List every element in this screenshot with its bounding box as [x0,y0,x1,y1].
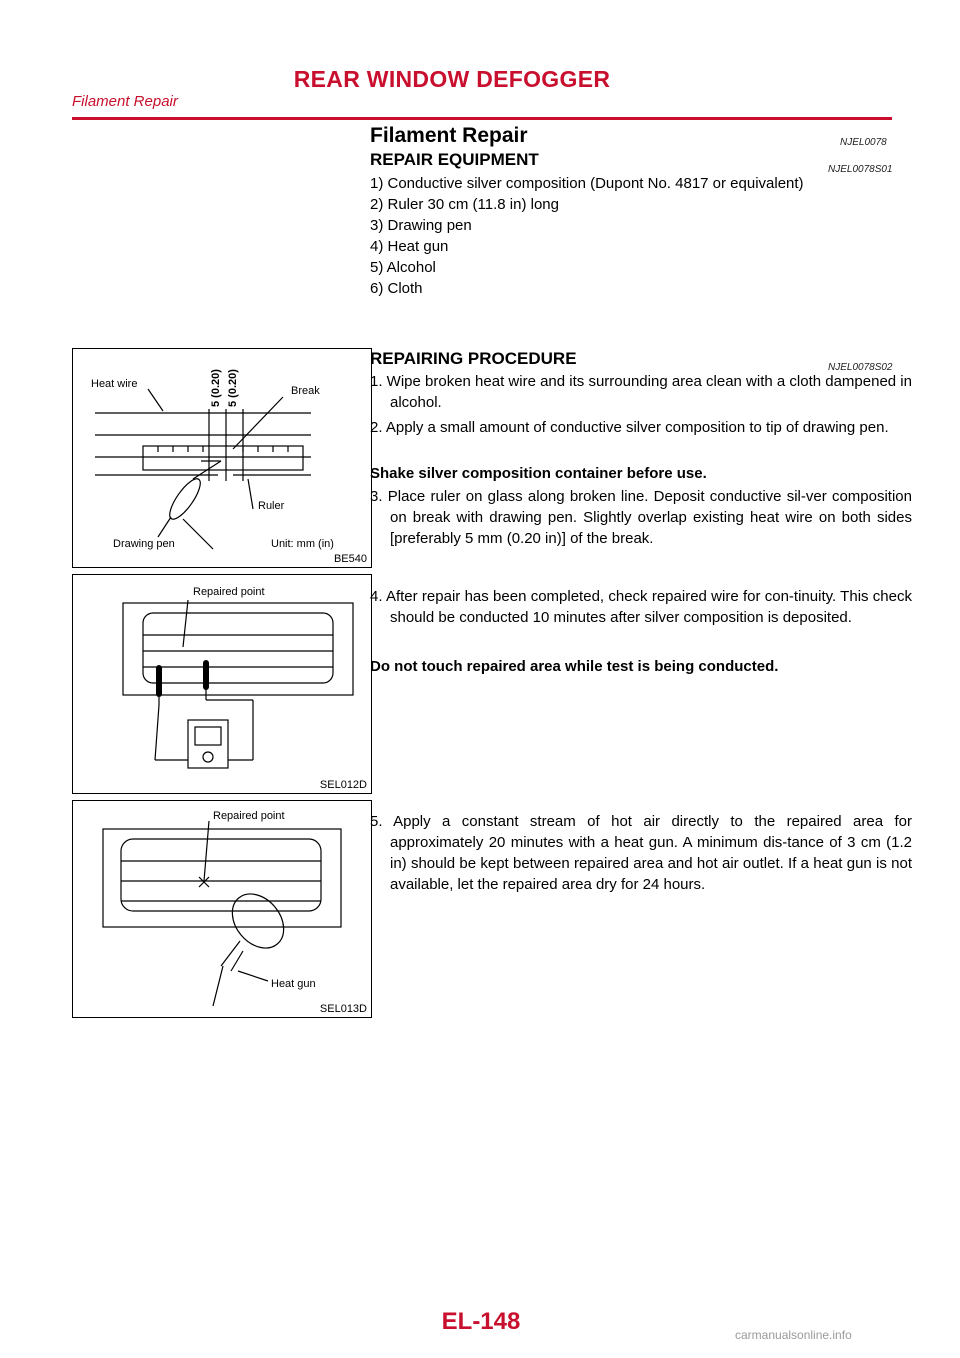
watermark: carmanualsonline.info [735,1328,852,1342]
procedure-step-3: 3. Place ruler on glass along broken line. Deposit conductive sil-ver composition on break with drawing pen. Slightly overlap existing heat wire on both sides [preferably 5 mm (0.20 in)] of the break. [370,488,912,547]
repaired-point-label: Repaired point [193,586,265,598]
repaired-point-label: Repaired point [213,810,285,822]
procedure-step-5: 5. Apply a constant stream of hot air directly to the repaired area for approximately 20 minutes with a heat gun. A minimum dis-tance of 3 cm (1.2 in) should be kept between repaired area and hot air outlet. If a heat gun is not available, let the repaired area dry for 24 hours. [370,813,912,893]
procedure-step-4: 4. After repair has been completed, check repaired wire for con-tinuity. This check should be conducted 10 minutes after silver composition is deposited. [370,588,912,626]
figure-sel012d [72,574,372,794]
heat-wire-break-diagram [73,349,371,567]
unit-label: Unit: mm (in) [271,538,334,550]
procedure-note-1: Shake silver composition container before use. [370,465,707,482]
list-item: 1) Conductive silver composition (Dupont No. 4817 or equivalent) [370,175,804,192]
list-item: 6) Cloth [370,280,423,297]
equipment-list [370,173,900,299]
page-header-subtitle: Filament Repair [72,93,178,110]
section-title: Filament Repair [370,124,528,147]
procedure-step-2: 2. Apply a small amount of conductive silver composition to tip of drawing pen. [370,419,889,436]
list-item: 2) Ruler 30 cm (11.8 in) long [370,196,559,213]
procedure-note-2: Do not touch repaired area while test is being conducted. [370,658,779,675]
procedure-step-1: 1. Wipe broken heat wire and its surrounding area clean with a cloth dampened in alcohol. [370,373,912,411]
page-header-title: REAR WINDOW DEFOGGER [293,66,611,92]
figure-be540 [72,348,372,568]
equipment-code: NJEL0078S01 [828,164,893,175]
figure-id: SEL012D [319,779,367,791]
equipment-heading: REPAIR EQUIPMENT [370,150,539,169]
heat-gun-diagram [73,801,371,1017]
heat-wire-label: Heat wire [91,378,138,390]
figure-id: BE540 [333,553,367,565]
figure-sel013d [72,800,372,1018]
dimension-label-2: 5 (0.20) [227,369,239,407]
page-number: EL-148 [441,1308,521,1335]
ruler-label: Ruler [258,500,285,512]
header-rule [72,117,892,120]
list-item: 4) Heat gun [370,238,449,255]
list-item: 3) Drawing pen [370,217,472,234]
procedure-code: NJEL0078S02 [828,362,893,373]
figure-id: SEL013D [319,1003,367,1015]
continuity-test-diagram [73,575,371,793]
procedure-heading: REPAIRING PROCEDURE [370,349,577,368]
drawing-pen-label: Drawing pen [113,538,175,550]
list-item: 5) Alcohol [370,259,436,276]
break-label: Break [291,385,320,397]
section-code: NJEL0078 [840,137,887,148]
heat-gun-label: Heat gun [271,978,316,990]
dimension-label-1: 5 (0.20) [210,369,222,407]
